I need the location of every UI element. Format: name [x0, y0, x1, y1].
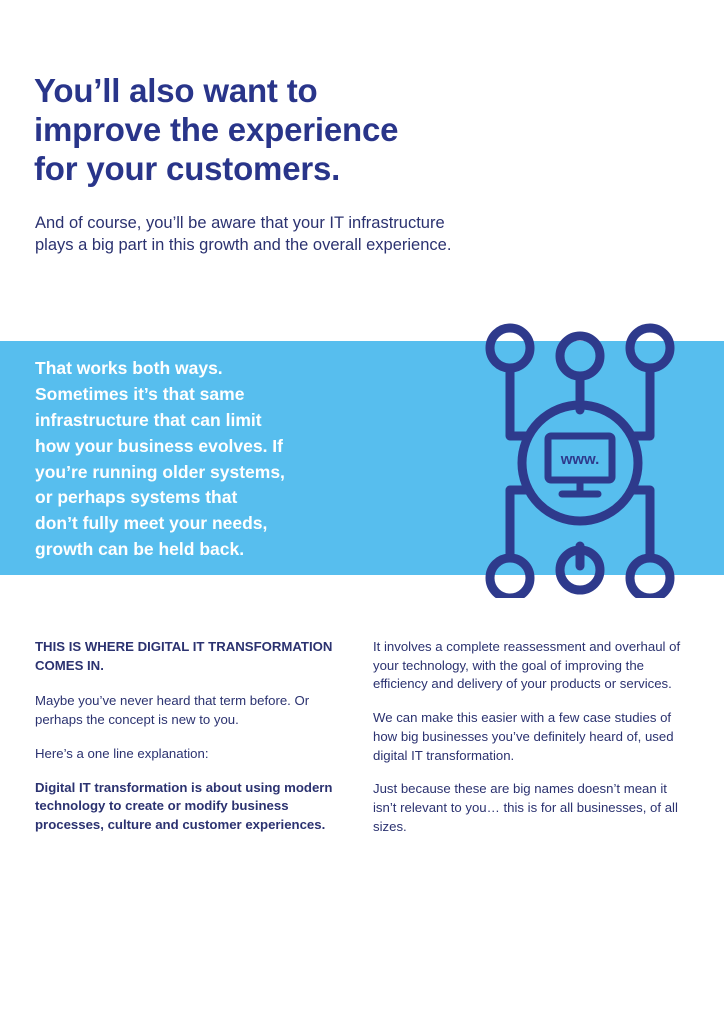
highlight-line-1: That works both ways. — [35, 358, 223, 378]
body-column-right — [373, 638, 693, 852]
right-paragraph-3: Just because these are big names doesn’t mean it isn’t relevant to you… this is for all businesses, of all sizes. — [373, 781, 678, 834]
page-title-line-3: for your customers. — [34, 149, 341, 187]
page-subtitle-line-2: plays a big part in this growth and the overall experience. — [35, 236, 452, 255]
highlight-line-6: or perhaps systems that — [35, 487, 238, 508]
right-paragraph-2: We can make this easier with a few case studies of how big businesses you’ve definitely heard of, used digital IT transformation. — [373, 710, 674, 763]
left-paragraph-2: Maybe you’ve never heard that term before. Or perhaps the concept is new to you. — [35, 693, 310, 728]
network-computer-illustration — [470, 318, 690, 598]
highlight-line-7: don’t fully meet your needs, — [35, 513, 268, 534]
highlight-line-8: growth can be held back. — [35, 539, 245, 560]
left-paragraph-4: Digital IT transformation is about using modern technology to create or modify business processes, culture and customer experiences. — [35, 779, 333, 833]
page-title-line-1: You’ll also want to — [34, 72, 318, 109]
network-computer-icon — [470, 318, 690, 598]
page-subtitle — [35, 212, 635, 257]
left-paragraph-1: THIS IS WHERE DIGITAL IT TRANSFORMATION COMES IN. — [35, 639, 333, 673]
highlight-line-2: Sometimes it’s that same — [35, 383, 245, 404]
highlight-line-3: infrastructure that can limit — [35, 409, 262, 430]
right-paragraph-1: It involves a complete reassessment and overhaul of your technology, with the goal of improving the efficiency and delivery of your products or services. — [373, 639, 681, 692]
highlight-band-text — [35, 356, 415, 563]
page-subtitle-line-1: And of course, you’ll be aware that your IT infrastructure — [35, 214, 445, 232]
page-title-line-2: improve the experience — [34, 110, 399, 148]
left-paragraph-3: Here’s a one line explanation: — [35, 745, 209, 761]
body-column-left — [35, 638, 340, 850]
highlight-line-5: you’re running older systems, — [35, 461, 285, 482]
highlight-line-4: how your business evolves. If — [35, 435, 283, 456]
monitor-www-label: www. — [560, 451, 600, 468]
page-title — [34, 72, 574, 189]
